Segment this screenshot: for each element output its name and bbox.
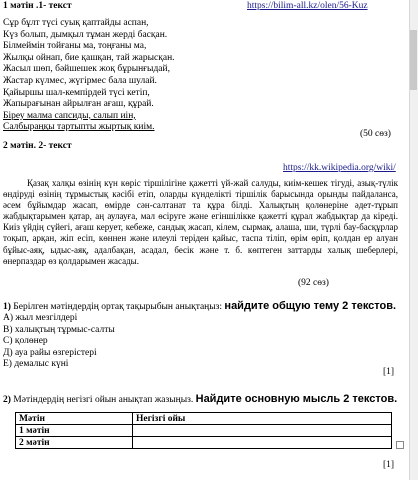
option-c: С) қолөнер	[3, 336, 48, 347]
poem-line: Жастар күлмес, жүгірмес бала шулай.	[3, 75, 157, 86]
text1-poem	[3, 18, 175, 134]
table-header-main-idea: Негізгі ойы	[133, 413, 392, 425]
poem-line: Жасыл шөп, бәйшешек жоқ бұрынғыдай,	[3, 64, 170, 75]
question1-text: Берілген мәтіндердің ортақ тақырыбын анықтаңыз:	[13, 302, 223, 312]
poem-line: Біреу малма сапсиды, салып иін,	[3, 110, 136, 121]
poem-line: Салбыраңқы тартыпты жыртық киім.	[3, 122, 155, 133]
text2-paragraph: Қазақ халқы өзінің күн көріс тіршілігіне қажетті үй-жай салуды, киім-кешек тігуді, азық-түлік өндіруді өзінің тұрмыстық кәсібі етіп, оларды күнделікті тіршілік барысында орынды пайдаланса, әсем бұйымдар жасап, өмірде сән-салтанат та құра білді. Халықтың қолөнеріне әдет-тұрып жабдықтарымен қатар, аң аулауға, мал өсіруге және егіншілікке қажетті құрал жабдықтар да кіреді. Киіз үйдің сүйегі, ағаш керует, кебеже, сандық жасап, кілем, сырмақ, алаша, ши, түрлі бау-басқұрлар тоқып, арқан, жіп есіп, көннен және илеулі теріден қайыс, таспа тіліп, өрім өріп, қолдан ер алуан бұйыс-аяқ, ыдыс-аяқ, адалбақан, асадал, бесік және т. б. көптеген заттарды халық шеберлері, өнерпаздар өз қолдарымен жасады.	[3, 178, 398, 266]
table-resize-handle-icon[interactable]	[396, 441, 404, 449]
poem-line: Жапырағынан айрылған ағаш, құрай.	[3, 99, 154, 110]
table-cell-text: 1 мәтін	[16, 425, 133, 437]
text1-header: 1 мәтін .1- текст	[3, 1, 72, 11]
table-header-row	[16, 413, 392, 425]
table-cell-answer[interactable]	[133, 425, 392, 437]
table-header-text: Мәтін	[16, 413, 133, 425]
question2	[3, 393, 397, 405]
table-cell-answer[interactable]	[133, 437, 392, 449]
poem-line: Жылқы ойнап, бие қашқан, тай жарысқан.	[3, 52, 175, 63]
text2-word-count: (92 сөз)	[298, 278, 329, 288]
question1-number: 1)	[3, 302, 11, 312]
question2-text-ru: Найдите основную мысль 2 текстов.	[195, 393, 398, 405]
question2-text: Мәтіндердің негізгі ойын анықтап жазыңыз.	[13, 395, 194, 405]
poem-line: Күз болып, дымқыл тұман жерді басқан.	[3, 29, 168, 40]
text2-source-link[interactable]: https://kk.wikipedia.org/wiki/	[283, 163, 396, 173]
question1-text-ru: найдите общую тему 2 текстов.	[224, 300, 397, 312]
poem-line: Қайыршы шал-кемпірдей түсі кетіп,	[3, 87, 150, 98]
text1-source-link[interactable]: https://bilim-all.kz/olen/56-Kuz	[247, 1, 368, 11]
question1-options	[3, 313, 115, 371]
poem-line: Сұр бұлт түсі суық қаптайды аспан,	[3, 18, 149, 28]
answer-table	[15, 412, 392, 449]
poem-line: Білмеймін тойғаны ма, тоңғаны ма,	[3, 41, 147, 52]
option-a: А) жыл мезгілдері	[3, 313, 78, 323]
option-d: Д) ауа райы өзгерістері	[3, 347, 97, 358]
table-row	[16, 425, 392, 437]
question2-mark: [1]	[383, 460, 395, 470]
option-e: Е) демалыс күні	[3, 359, 69, 370]
question1-mark: [1]	[383, 367, 395, 377]
text1-word-count: (50 сөз)	[360, 129, 391, 139]
text2-header: 2 мәтін. 2- текст	[3, 141, 72, 151]
table-row	[16, 437, 392, 449]
question2-number: 2)	[3, 395, 11, 405]
table-cell-text: 2 мәтін	[16, 437, 133, 449]
option-b: В) халықтың тұрмыс-салты	[3, 324, 115, 335]
question1	[3, 300, 396, 312]
scrollbar-thumb[interactable]	[410, 30, 417, 90]
